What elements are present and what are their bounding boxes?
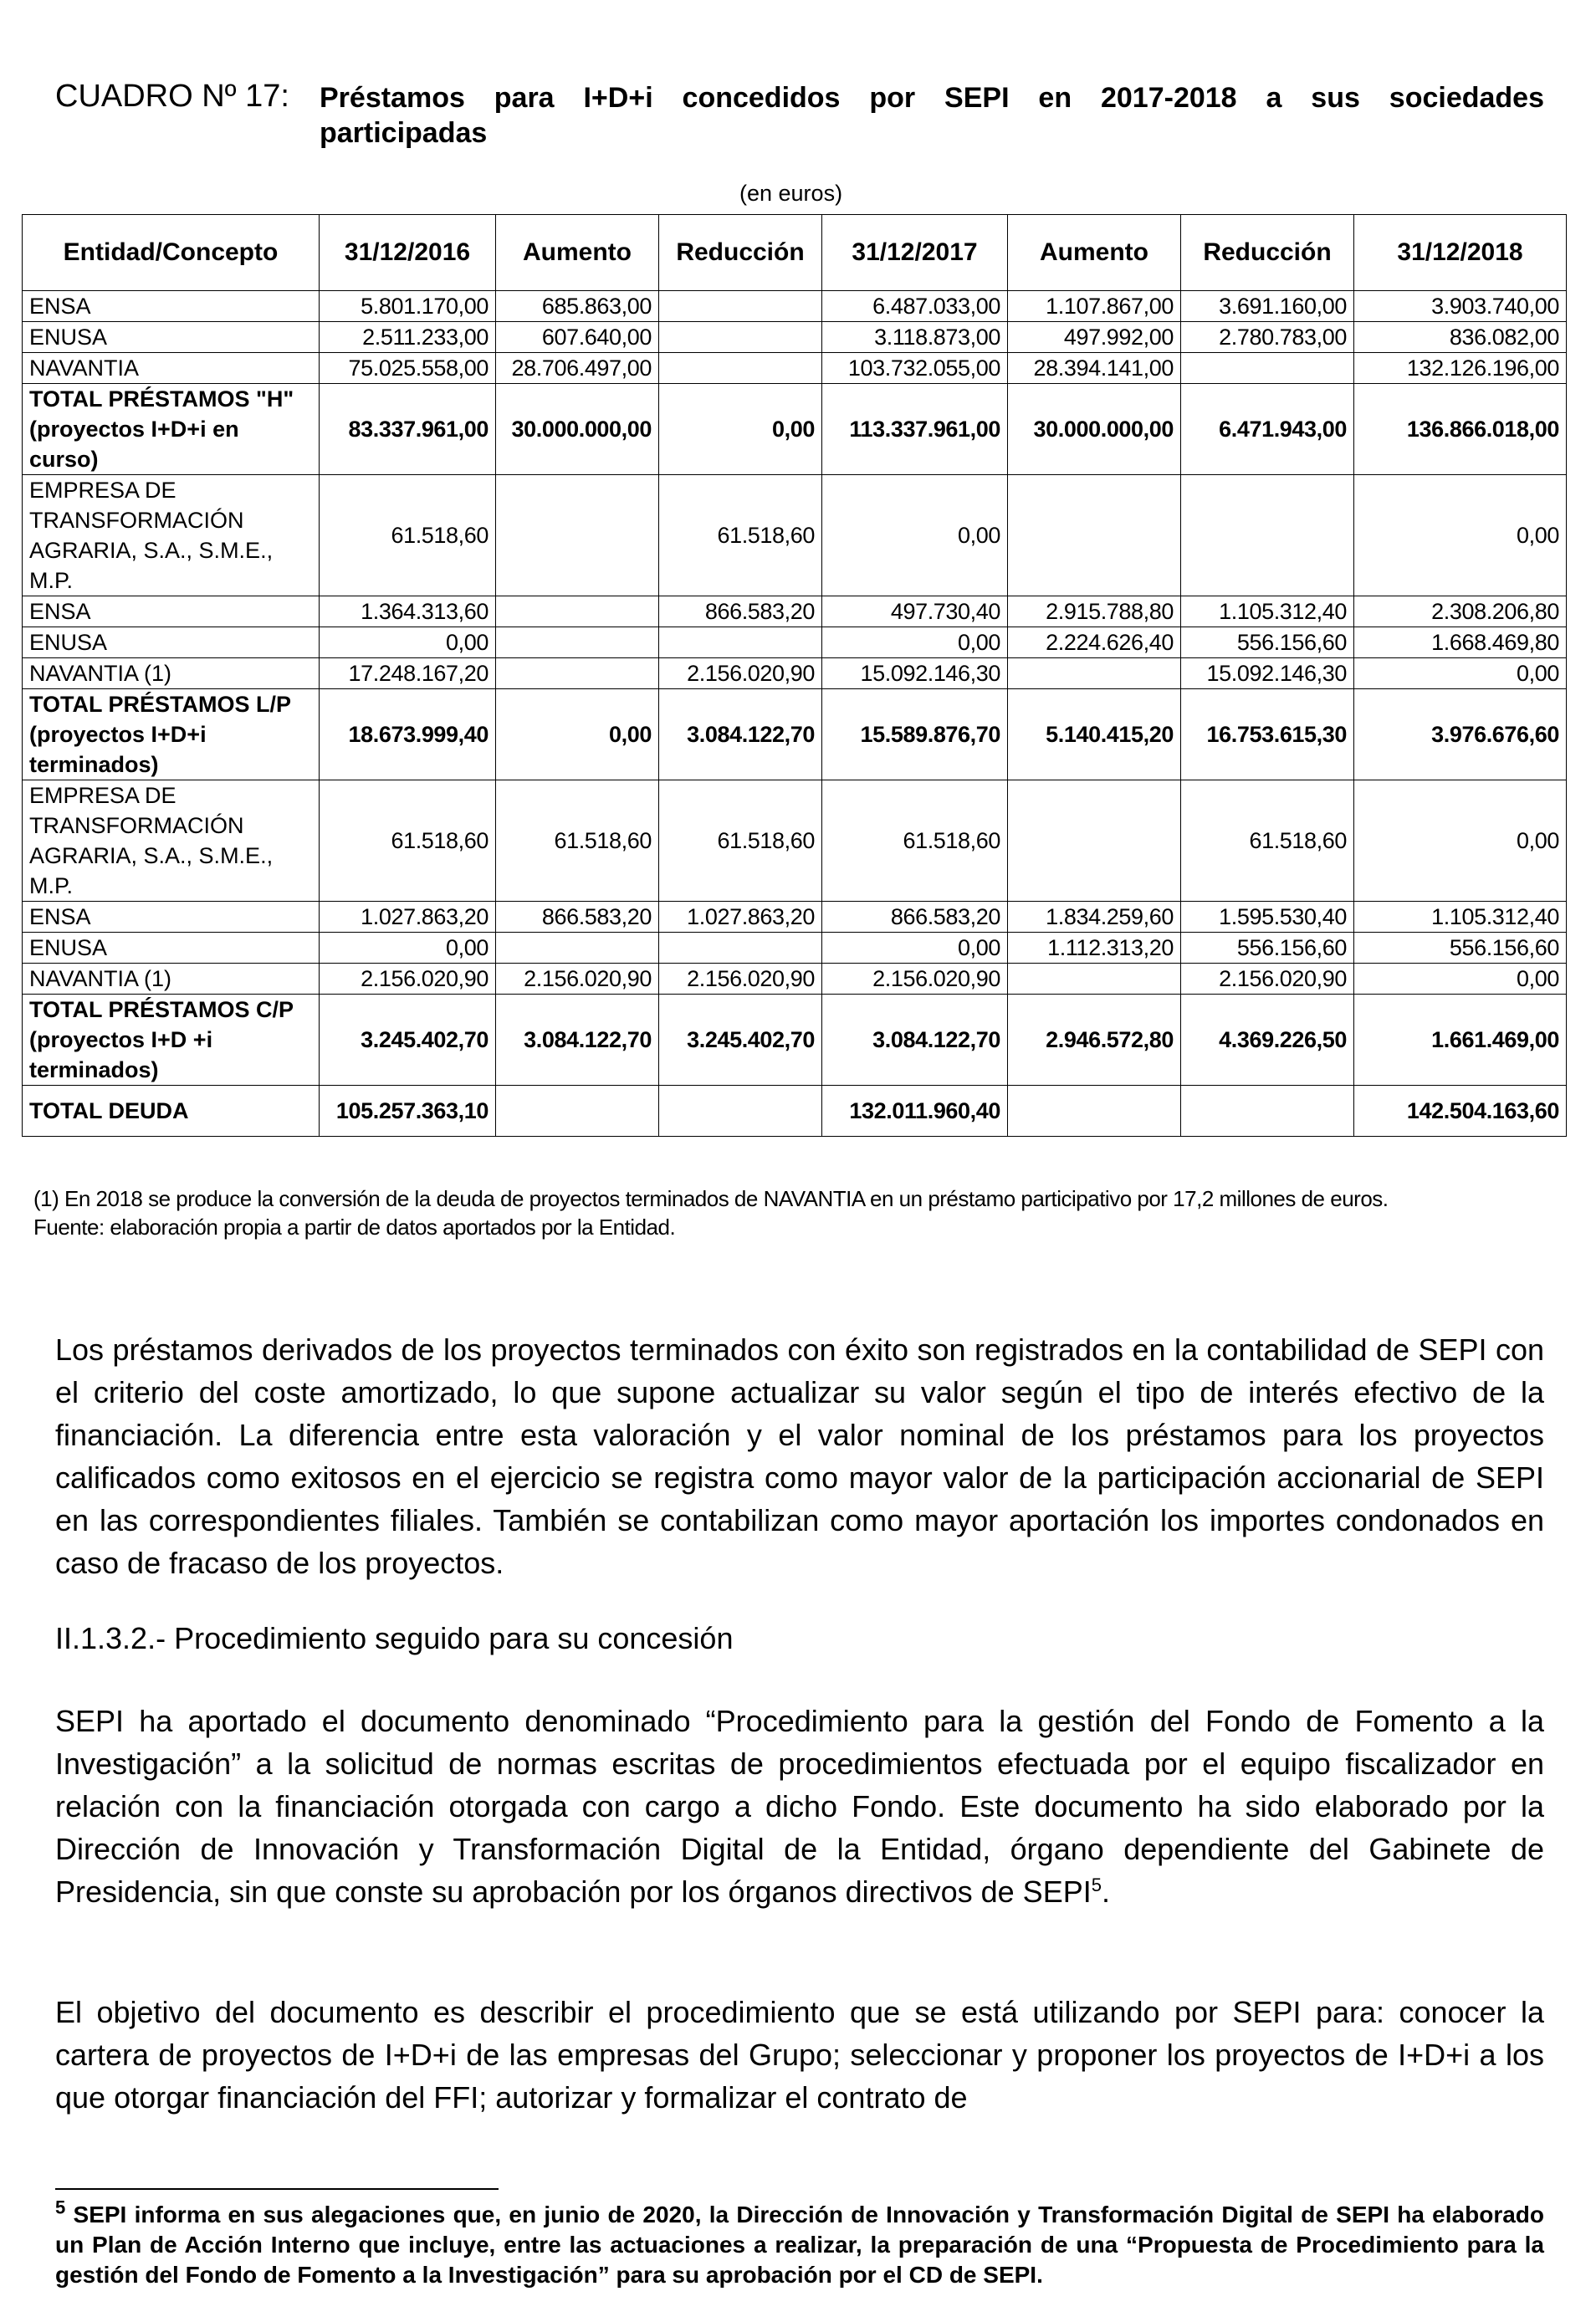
table-cell (1008, 475, 1181, 596)
table-cell: 28.394.141,00 (1008, 353, 1181, 384)
table-cell: 685.863,00 (496, 291, 659, 322)
table-cell (496, 475, 659, 596)
table-cell: 3.903.740,00 (1354, 291, 1567, 322)
table-cell: 3.691.160,00 (1181, 291, 1354, 322)
table-cell: 6.471.943,00 (1181, 384, 1354, 475)
column-header: Reducción (1181, 215, 1354, 291)
table-cell: 75.025.558,00 (320, 353, 496, 384)
table-cell: 866.583,20 (822, 902, 1008, 933)
row-concept: NAVANTIA (23, 353, 320, 384)
table-cell: 556.156,60 (1181, 933, 1354, 964)
caption-title-line2: participadas (320, 117, 488, 149)
footnote-text: SEPI informa en sus alegaciones que, en junio de 2020, la Dirección de Innovación y Transformación Digital de SEPI ha elaborado un Plan de Acción Interno que incluye, entre las actuaciones a realizar, la preparación de una “Propuesta de Procedimiento para la gestión del Fondo de Fomento a la Investigación” para su aprobación por el CD de SEPI. (55, 2202, 1544, 2288)
table-cell: 61.518,60 (659, 780, 822, 902)
table-cell: 0,00 (659, 384, 822, 475)
table-cell (496, 1086, 659, 1137)
table-cell: 2.156.020,90 (496, 964, 659, 995)
table-row (23, 933, 1567, 964)
table-cell: 6.487.033,00 (822, 291, 1008, 322)
table-cell: 3.245.402,70 (320, 995, 496, 1086)
footnote-number: 5 (55, 2197, 66, 2218)
table-cell: 2.156.020,90 (1181, 964, 1354, 995)
table-cell: 61.518,60 (1181, 780, 1354, 902)
table-cell: 556.156,60 (1354, 933, 1567, 964)
table-cell: 2.156.020,90 (822, 964, 1008, 995)
table-cell: 132.011.960,40 (822, 1086, 1008, 1137)
table-cell: 103.732.055,00 (822, 353, 1008, 384)
row-concept: TOTAL PRÉSTAMOS C/P (proyectos I+D +i terminados) (23, 995, 320, 1086)
column-header: 31/12/2017 (822, 215, 1008, 291)
table-row (23, 780, 1567, 902)
row-concept: ENSA (23, 902, 320, 933)
column-header: Aumento (1008, 215, 1181, 291)
table-cell: 132.126.196,00 (1354, 353, 1567, 384)
footnote-divider (55, 2188, 499, 2190)
body-paragraph-3: El objetivo del documento es describir el procedimiento que se está utilizando por SEPI para: conocer la cartera de proyectos de I+D+i de las empresas del Grupo; seleccionar y proponer los proyectos de I+D+i a los que otorgar financiación del FFI; autorizar y formalizar el contrato de (55, 1995, 1544, 2115)
table-cell: 4.369.226,50 (1181, 995, 1354, 1086)
table-cell: 3.084.122,70 (659, 689, 822, 780)
table-cell: 0,00 (822, 933, 1008, 964)
table-cell: 1.364.313,60 (320, 596, 496, 627)
column-header: Aumento (496, 215, 659, 291)
body-paragraph-1: Los préstamos derivados de los proyectos terminados con éxito son registrados en la contabilidad de SEPI con el criterio del coste amortizado, lo que supone actualizar su valor según el tipo de interés efectivo de la financiación. La diferencia entre esta valoración y el valor nominal de los préstamos para los proyectos calificados como exitosos en el ejercicio se registra como mayor valor de la participación accionarial de SEPI en las correspondientes filiales. También se contabilizan como mayor aportación los importes condonados en caso de fracaso de los proyectos. (55, 1332, 1544, 1580)
caption-label: CUADRO Nº 17: (55, 79, 289, 114)
table-cell: 866.583,20 (659, 596, 822, 627)
table-header-row (23, 215, 1567, 291)
table-cell: 3.084.122,70 (822, 995, 1008, 1086)
table-cell: 16.753.615,30 (1181, 689, 1354, 780)
table-row (23, 353, 1567, 384)
table-cell: 2.780.783,00 (1181, 322, 1354, 353)
footnote (55, 2197, 1544, 2290)
table-cell: 2.308.206,80 (1354, 596, 1567, 627)
table-cell: 2.156.020,90 (659, 658, 822, 689)
table-row (23, 902, 1567, 933)
table-cell: 15.092.146,30 (1181, 658, 1354, 689)
table-cell: 5.801.170,00 (320, 291, 496, 322)
row-concept: NAVANTIA (1) (23, 964, 320, 995)
table-cell: 0,00 (320, 627, 496, 658)
table-row (23, 995, 1567, 1086)
table-cell: 61.518,60 (496, 780, 659, 902)
table-cell: 3.118.873,00 (822, 322, 1008, 353)
table-cell (659, 353, 822, 384)
row-concept: TOTAL PRÉSTAMOS L/P (proyectos I+D+i terminados) (23, 689, 320, 780)
table-row (23, 627, 1567, 658)
table-cell: 497.992,00 (1008, 322, 1181, 353)
table-cell: 83.337.961,00 (320, 384, 496, 475)
row-concept: EMPRESA DE TRANSFORMACIÓN AGRARIA, S.A., S.M.E., M.P. (23, 475, 320, 596)
table-cell (1008, 780, 1181, 902)
table-cell: 2.915.788,80 (1008, 596, 1181, 627)
column-header: Reducción (659, 215, 822, 291)
table-row (23, 1086, 1567, 1137)
table-cell: 0,00 (1354, 658, 1567, 689)
table-cell: 1.595.530,40 (1181, 902, 1354, 933)
table-cell: 866.583,20 (496, 902, 659, 933)
table-cell: 0,00 (496, 689, 659, 780)
table-cell (496, 658, 659, 689)
table-cell: 17.248.167,20 (320, 658, 496, 689)
table-cell (1181, 475, 1354, 596)
table-cell (1008, 658, 1181, 689)
table-cell: 1.107.867,00 (1008, 291, 1181, 322)
body-paragraph-2-text: SEPI ha aportado el documento denominado “Procedimiento para la gestión del Fondo de Fomento a la Investigación” a la solicitud de normas escritas de procedimientos efectuada por el equipo fiscalizador en relación con la financiación otorgada con cargo a dicho Fondo. Este documento ha sido elaborado por la Dirección de Innovación y Transformación Digital de la Entidad, órgano dependiente del Gabinete de Presidencia, sin que conste su aprobación por los órganos directivos de SEPI (55, 1704, 1544, 1909)
table-row (23, 322, 1567, 353)
table-cell: 2.946.572,80 (1008, 995, 1181, 1086)
table-cell (659, 933, 822, 964)
table-row (23, 475, 1567, 596)
table-cell (659, 322, 822, 353)
table-row (23, 384, 1567, 475)
table-cell: 28.706.497,00 (496, 353, 659, 384)
table-cell: 1.027.863,20 (659, 902, 822, 933)
table-cell: 0,00 (320, 933, 496, 964)
row-concept: ENSA (23, 291, 320, 322)
table-cell: 607.640,00 (496, 322, 659, 353)
row-concept: NAVANTIA (1) (23, 658, 320, 689)
row-concept: TOTAL DEUDA (23, 1086, 320, 1137)
table-cell: 113.337.961,00 (822, 384, 1008, 475)
column-header: 31/12/2018 (1354, 215, 1567, 291)
table-cell: 2.511.233,00 (320, 322, 496, 353)
table-cell: 15.092.146,30 (822, 658, 1008, 689)
table-cell: 1.661.469,00 (1354, 995, 1567, 1086)
table-cell: 0,00 (1354, 780, 1567, 902)
table-cell (659, 1086, 822, 1137)
table-row (23, 689, 1567, 780)
table-cell (1008, 964, 1181, 995)
table-cell: 0,00 (822, 627, 1008, 658)
caption-title-line1: Préstamos para I+D+i concedidos por SEPI en 2017-2018 a sus sociedades (320, 82, 1544, 114)
row-concept: EMPRESA DE TRANSFORMACIÓN AGRARIA, S.A., S.M.E., M.P. (23, 780, 320, 902)
table-cell: 18.673.999,40 (320, 689, 496, 780)
table-cell: 142.504.163,60 (1354, 1086, 1567, 1137)
column-header: 31/12/2016 (320, 215, 496, 291)
table-cell: 1.027.863,20 (320, 902, 496, 933)
row-concept: ENSA (23, 596, 320, 627)
table-row (23, 964, 1567, 995)
table-cell: 30.000.000,00 (1008, 384, 1181, 475)
table-cell: 2.156.020,90 (320, 964, 496, 995)
table-cell: 0,00 (1354, 964, 1567, 995)
table-row (23, 596, 1567, 627)
table-cell: 836.082,00 (1354, 322, 1567, 353)
table-cell: 15.589.876,70 (822, 689, 1008, 780)
table-cell: 1.105.312,40 (1181, 596, 1354, 627)
table-cell: 105.257.363,10 (320, 1086, 496, 1137)
table-cell: 136.866.018,00 (1354, 384, 1567, 475)
table-cell: 30.000.000,00 (496, 384, 659, 475)
table-cell: 61.518,60 (320, 780, 496, 902)
body-paragraph-2-end: . (1101, 1874, 1110, 1909)
table-row (23, 658, 1567, 689)
table-cell: 0,00 (1354, 475, 1567, 596)
table-cell: 1.668.469,80 (1354, 627, 1567, 658)
table-cell: 1.112.313,20 (1008, 933, 1181, 964)
units-label: (en euros) (739, 181, 843, 206)
table-cell: 1.834.259,60 (1008, 902, 1181, 933)
footnote-ref[interactable]: 5 (1091, 1874, 1102, 1895)
table-cell: 61.518,60 (822, 780, 1008, 902)
table-cell: 3.976.676,60 (1354, 689, 1567, 780)
table-cell (659, 627, 822, 658)
row-concept: ENUSA (23, 933, 320, 964)
row-concept: ENUSA (23, 322, 320, 353)
table-cell (659, 291, 822, 322)
column-header: Entidad/Concepto (23, 215, 320, 291)
loans-table (22, 214, 1567, 1137)
table-cell: 61.518,60 (320, 475, 496, 596)
table-cell (496, 627, 659, 658)
row-concept: TOTAL PRÉSTAMOS "H" (proyectos I+D+i en curso) (23, 384, 320, 475)
table-cell (1181, 1086, 1354, 1137)
table-cell: 3.245.402,70 (659, 995, 822, 1086)
table-cell: 61.518,60 (659, 475, 822, 596)
table-cell: 497.730,40 (822, 596, 1008, 627)
table-cell (1181, 353, 1354, 384)
table-cell: 1.105.312,40 (1354, 902, 1567, 933)
table-cell (496, 596, 659, 627)
table-cell: 5.140.415,20 (1008, 689, 1181, 780)
table-body (23, 291, 1567, 1137)
table-note: (1) En 2018 se produce la conversión de la deuda de proyectos terminados de NAVANTIA en un préstamo participativo por 17,2 millones de euros. (33, 1186, 1389, 1211)
table-cell: 0,00 (822, 475, 1008, 596)
table-cell: 556.156,60 (1181, 627, 1354, 658)
body-paragraph-2 (55, 1700, 1544, 1913)
table-cell: 3.084.122,70 (496, 995, 659, 1086)
table-source: Fuente: elaboración propia a partir de datos aportados por la Entidad. (33, 1215, 676, 1240)
table-cell: 2.224.626,40 (1008, 627, 1181, 658)
table-cell (1008, 1086, 1181, 1137)
table-cell (496, 933, 659, 964)
row-concept: ENUSA (23, 627, 320, 658)
table-cell: 2.156.020,90 (659, 964, 822, 995)
table-row (23, 291, 1567, 322)
section-heading: II.1.3.2.- Procedimiento seguido para su concesión (55, 1621, 734, 1655)
